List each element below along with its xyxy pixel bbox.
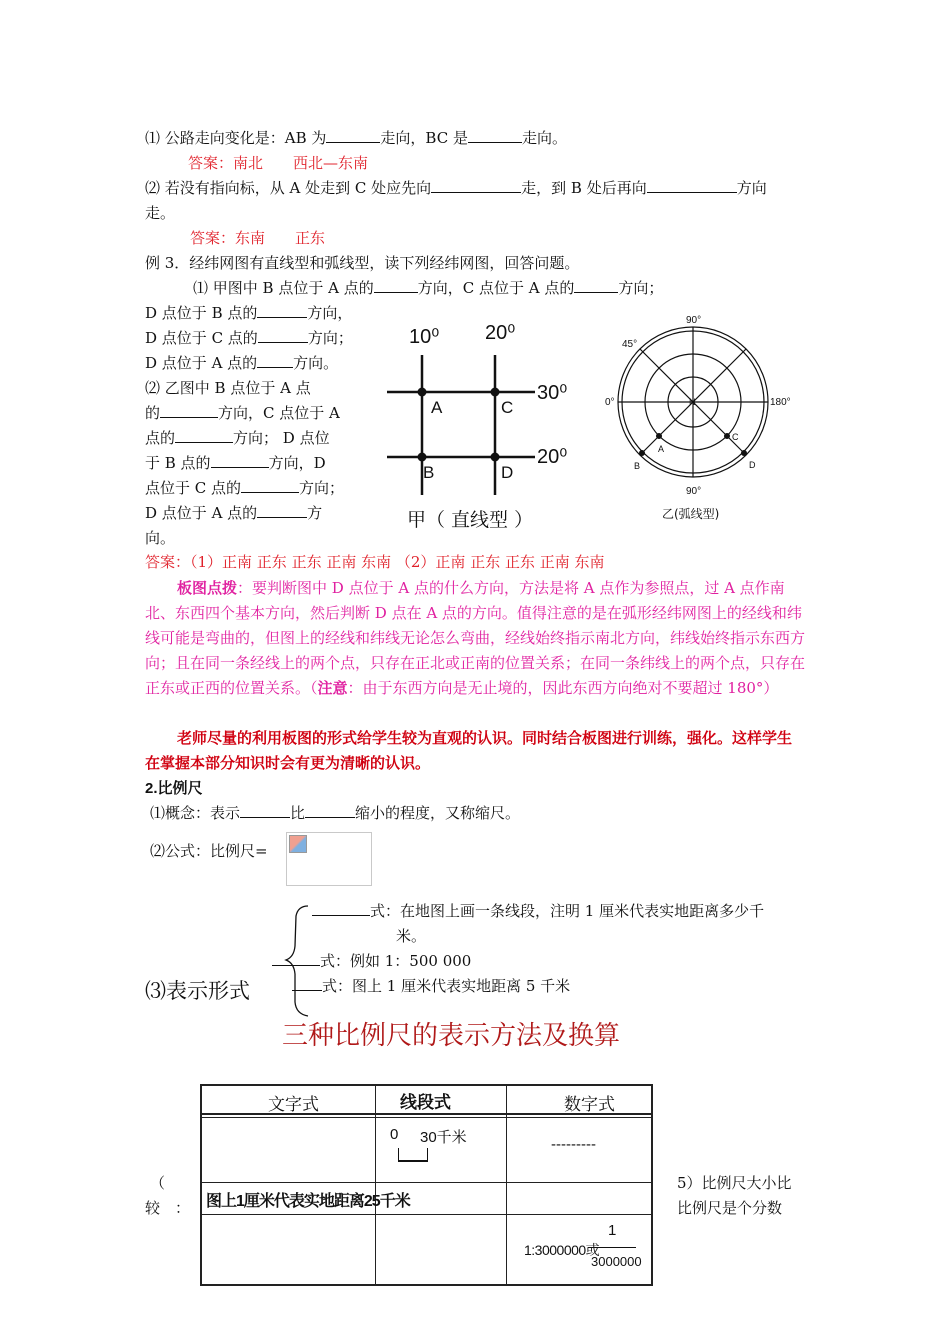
label-d: D xyxy=(501,463,514,482)
grid-yi-caption: 乙(弧线型) xyxy=(662,507,720,521)
yi-label-n: N xyxy=(689,397,696,407)
yi-point-d xyxy=(741,450,747,456)
header-text-form: 文字式 xyxy=(268,1095,319,1114)
grid-yi-diagram xyxy=(598,312,798,524)
ex3-line10: D 点位于 A 点的 方 xyxy=(145,504,323,522)
form-2: 式：例如 1：500 000 xyxy=(272,950,471,971)
side-right-1: 5）比例尺大小比 xyxy=(677,1174,792,1192)
broken-image-icon xyxy=(289,835,307,853)
yi-label-d: D xyxy=(749,460,756,470)
point-a xyxy=(418,388,427,397)
table-title: 三种比例尺的表示方法及换算 xyxy=(282,1021,621,1051)
grid-jia-caption: 甲（ 直线型 ） xyxy=(407,509,534,531)
lon-label-10: 10⁰ xyxy=(409,326,440,348)
q2-line: ⑵ 若没有指向标，从 A 处走到 C 处应先向 走，到 B 处后再向 方向 xyxy=(145,179,767,197)
side-left-2: 较 ： xyxy=(145,1199,191,1217)
yi-label-90-top: 90° xyxy=(686,315,702,326)
row3-denominator: 3000000 xyxy=(591,1254,642,1269)
scale-heading: 2.比例尺 xyxy=(145,780,203,797)
ex3-line9: 点位于 C 点的 方向； xyxy=(145,479,345,497)
q1-line: ⑴ 公路走向变化是：AB 为 走向，BC 是 走向。 xyxy=(145,129,567,147)
ex3-title: 例 3．经纬网图有直线型和弧线型，读下列经纬网图，回答问题。 xyxy=(145,254,580,272)
label-a: A xyxy=(431,398,443,417)
header-number-form: 数字式 xyxy=(564,1095,615,1114)
yi-label-90-bottom: 90° xyxy=(686,486,702,497)
lat-label-30: 30⁰ xyxy=(537,382,568,404)
yi-label-c: C xyxy=(732,432,739,442)
ex3-line3: D 点位于 C 点的 方向； xyxy=(145,329,353,347)
label-c: C xyxy=(501,398,514,417)
bar-label-30: 30千米 xyxy=(420,1129,467,1146)
side-right-2: 比例尺是个分数 xyxy=(677,1199,783,1217)
label-b: B xyxy=(423,463,435,482)
form-label: ⑶表示形式 xyxy=(145,979,250,1003)
bar-label-0: 0 xyxy=(390,1126,399,1143)
side-left-1: （ xyxy=(150,1174,166,1192)
yi-label-180: 180° xyxy=(770,397,791,408)
ex3-line2: D 点位于 B 点的 方向， xyxy=(145,304,353,322)
form-1-line1: 式：在地图上画一条线段，注明 1 厘米代表实地距离多少千 xyxy=(312,900,764,921)
row2-text-form: 图上1厘米代表实地距离25千米 xyxy=(206,1193,410,1210)
ex3-line4: D 点位于 A 点的 方向。 xyxy=(145,354,339,372)
lon-label-20: 20⁰ xyxy=(485,322,516,344)
ex3-line11: 向。 xyxy=(145,529,176,547)
row1-dash: --------- xyxy=(551,1136,596,1153)
yi-point-b xyxy=(639,450,645,456)
form-3: 式：图上 1 厘米代表实地距离 5 千米 xyxy=(292,975,570,996)
yi-label-0: 0° xyxy=(605,397,615,408)
q1-answer: 答案：南北 西北—东南 xyxy=(188,154,369,172)
ex3-line5: ⑵ 乙图中 B 点位于 A 点 xyxy=(145,379,311,397)
fraction-bar xyxy=(588,1247,636,1248)
lat-label-20: 20⁰ xyxy=(537,446,568,468)
yi-label-a: A xyxy=(658,444,665,454)
teacher-note: 老师尽量的利用板图的形式给学生较为直观的认识。同时结合板图进行训练，强化。这样学生在掌握本部分知识时会有更为清晰的认识。 xyxy=(145,729,793,772)
yi-point-a xyxy=(656,433,662,439)
grid-jia-diagram xyxy=(385,315,590,535)
q2-cont: 走。 xyxy=(145,204,176,222)
yi-point-c xyxy=(724,433,730,439)
yi-label-b: B xyxy=(634,461,641,471)
point-c xyxy=(491,388,500,397)
scale-table xyxy=(200,1084,653,1286)
ex3-line7: 点的 方向； D 点位 xyxy=(145,429,330,447)
ex3-line6: 的 方向，C 点位于 A xyxy=(145,404,340,422)
q2-answer: 答案：东南 正东 xyxy=(190,229,326,247)
scale-formula: ⑵公式：比例尺= xyxy=(150,842,268,860)
point-d xyxy=(491,453,500,462)
yi-label-45: 45° xyxy=(622,339,638,350)
ex3-line1: ⑴ 甲图中 B 点位于 A 点的 方向，C 点位于 A 点的 方向； xyxy=(193,279,664,297)
header-line-form: 线段式 xyxy=(400,1093,451,1112)
row3-numerator: 1 xyxy=(608,1222,617,1239)
point-b xyxy=(418,453,427,462)
formula-image-placeholder xyxy=(286,832,372,886)
ex3-answer: 答案：（1）正南 正东 正东 正南 东南 （2）正南 正东 正东 正南 东南 xyxy=(145,553,605,571)
tip-paragraph: 板图点拨：要判断图中 D 点位于 A 点的什么方向，方法是将 A 点作为参照点，过 A 点作南北、东西四个基本方向，然后判断 D 点在 A 点的方向。值得注意的是在弧形经纬网图上的经线和纬线可能是弯曲的，但图上的经线和纬线无论怎么弯曲，经线始终指示南北方向，纬线始终指示东西方向；且在同一条经线上的两个点，只存在正北或正南的位置关系；在同一条纬线上的两个点，只存在正东或正西的位置关系。（注意：由于东西方向是无止境的，因此东西方向绝对不要超过 180°） xyxy=(145,579,806,697)
ex3-line8: 于 B 点的 方向，D xyxy=(145,454,326,472)
scale-concept: ⑴概念：表示 比 缩小的程度，又称缩尺。 xyxy=(150,804,521,822)
form-1-line2: 米。 xyxy=(396,927,427,945)
row3-ratio: 1:3000000或 xyxy=(524,1242,600,1258)
scale-bar xyxy=(398,1148,428,1162)
